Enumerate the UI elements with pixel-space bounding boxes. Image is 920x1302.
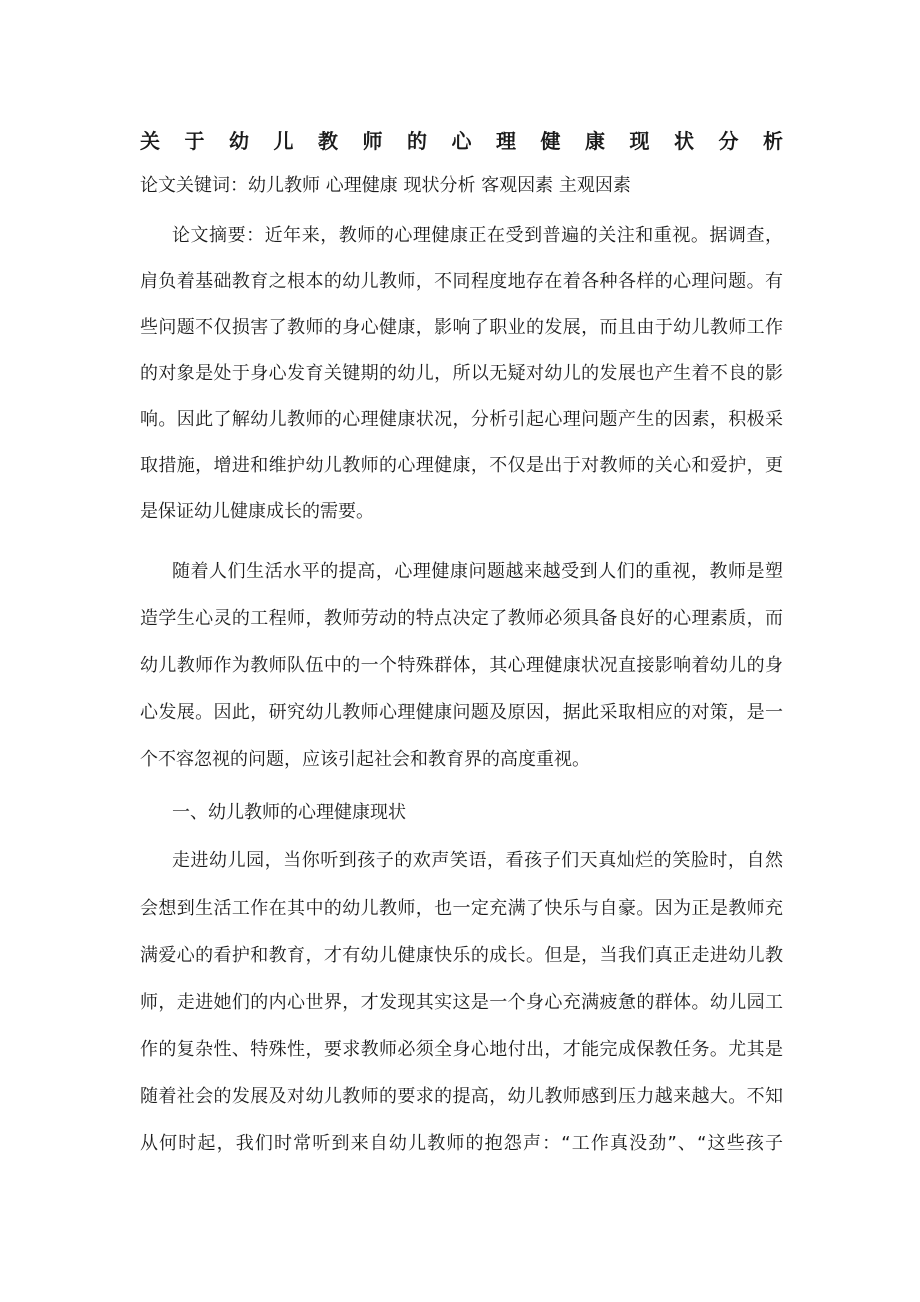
document-title (140, 121, 783, 157)
text-line: 取措施，增进和维护幼儿教师的心理健康，不仅是出于对教师的关心和爱护，更 (140, 455, 783, 476)
title-char: 教 (318, 128, 338, 153)
title-char: 关 (140, 128, 160, 153)
title-char: 现 (629, 128, 650, 153)
title-char: 理 (496, 128, 516, 153)
text-line: 随着人们生活水平的提高，心理健康问题越来越受到人们的重视，教师是塑 (172, 561, 783, 582)
text-line: 幼儿教师作为教师队伍中的一个特殊群体，其心理健康状况直接影响着幼儿的身 (140, 655, 783, 676)
title-char: 析 (763, 128, 783, 153)
text-line: 造学生心灵的工程师，教师劳动的特点决定了教师必须具备良好的心理素质，而 (140, 608, 783, 629)
text-line: 是保证幼儿健康成长的需要。 (140, 501, 374, 522)
text-line: 作的复杂性、特殊性，要求教师必须全身心地付出，才能完成保教任务。尤其是 (140, 1039, 783, 1060)
keywords-line: 论文关键词：幼儿教师 心理健康 现状分析 客观因素 主观因素 (140, 175, 631, 196)
text-line: 随着社会的发展及对幼儿教师的要求的提高，幼儿教师感到压力越来越大。不知 (140, 1086, 783, 1107)
text-line: 心发展。因此，研究幼儿教师心理健康问题及原因，据此采取相应的对策，是一 (140, 702, 783, 723)
text-line: 走进幼儿园，当你听到孩子的欢声笑语，看孩子们天真灿烂的笑脸时，自然 (172, 850, 783, 871)
text-line: 肩负着基础教育之根本的幼儿教师，不同程度地存在着各种各样的心理问题。有 (140, 271, 783, 292)
text-line: 响。因此了解幼儿教师的心理健康状况，分析引起心理问题产生的因素，积极采 (140, 409, 783, 430)
title-char: 幼 (229, 128, 249, 153)
text-line: 的对象是处于身心发育关键期的幼儿，所以无疑对幼儿的发展也产生着不良的影 (140, 363, 783, 384)
title-char: 心 (451, 128, 472, 153)
title-char: 分 (718, 128, 739, 153)
title-char: 健 (540, 128, 561, 153)
text-line: 满爱心的看护和教育，才有幼儿健康快乐的成长。但是，当我们真正走进幼儿教 (140, 945, 783, 966)
title-char: 状 (674, 128, 694, 153)
text-line: 会想到生活工作在其中的幼儿教师，也一定充满了快乐与自豪。因为正是教师充 (140, 898, 783, 919)
title-char: 的 (407, 128, 427, 153)
title-char: 师 (362, 128, 383, 153)
text-line: 个不容忽视的问题，应该引起社会和教育界的高度重视。 (140, 749, 590, 770)
section-heading: 一、幼儿教师的心理健康现状 (172, 802, 406, 823)
text-line: 些问题不仅损害了教师的身心健康，影响了职业的发展，而且由于幼儿教师工作 (140, 317, 783, 338)
text-line: 从何时起，我们时常听到来自幼儿教师的抱怨声：“工作真没劲”、“这些孩子 (140, 1133, 783, 1154)
title-char: 于 (184, 128, 205, 153)
title-char: 康 (585, 128, 605, 153)
text-line: 论文摘要：近年来，教师的心理健康正在受到普遍的关注和重视。据调查， (172, 225, 783, 246)
text-line: 师，走进她们的内心世界，才发现其实这是一个身心充满疲惫的群体。幼儿园工 (140, 992, 783, 1013)
title-char: 儿 (273, 128, 294, 153)
